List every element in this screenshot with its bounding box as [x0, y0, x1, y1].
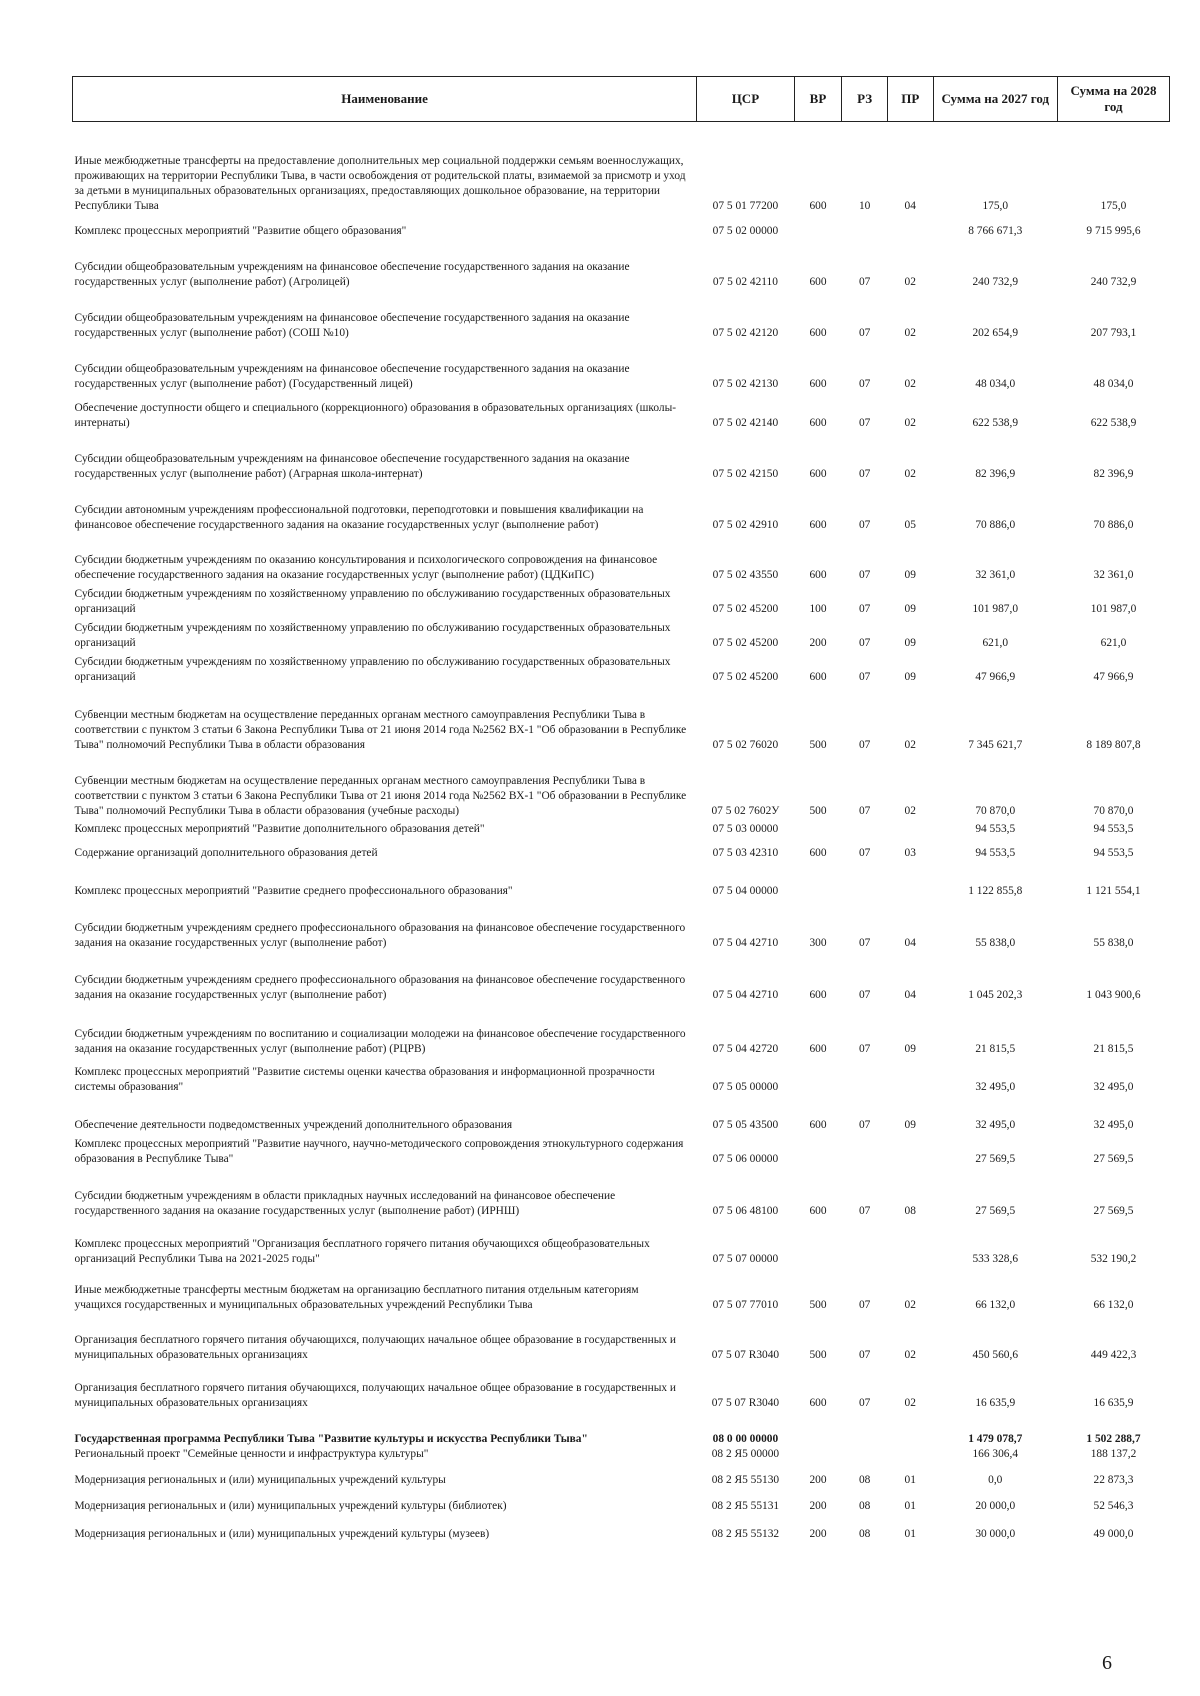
cell-name: Организация бесплатного горячего питания обучающихся, получающих начальное общее образование в государственных и муниципальных образовательных организациях — [74, 1333, 676, 1361]
cell-name: Содержание организаций дополнительного образования детей — [74, 846, 378, 859]
cell-csr: 07 5 04 42710 — [712, 988, 779, 1001]
cell-sum-2027: 32 495,0 — [975, 1118, 1016, 1131]
cell-csr: 07 5 02 76020 — [712, 738, 779, 751]
cell-csr: 08 2 Я5 55131 — [711, 1499, 780, 1512]
cell-sum-2027: 101 987,0 — [972, 602, 1019, 615]
cell-name: Государственная программа Республики Тыва "Развитие культуры и искусства Республики Тыва" — [74, 1432, 588, 1445]
table-row — [73, 1447, 1170, 1462]
cell-vr: 600 — [809, 416, 827, 429]
cell-pr — [887, 861, 933, 899]
cell-name: Субсидии бюджетным учреждениям по хозяйственному управлению по обслуживанию государственных образовательных организаций — [74, 587, 671, 615]
cell-rz: 07 — [858, 636, 871, 649]
cell-pr: 04 — [904, 988, 916, 1001]
cell-pr: 04 — [904, 936, 916, 949]
table-row — [73, 1313, 1170, 1363]
header-pr: ПР — [887, 77, 933, 122]
cell-sum-2027: 27 569,5 — [975, 1152, 1016, 1165]
cell-rz — [842, 819, 888, 837]
cell-pr: 02 — [904, 1348, 916, 1361]
cell-sum-2028: 532 190,2 — [1090, 1252, 1137, 1265]
cell-name: Субсидии бюджетным учреждениям в области прикладных научных исследований на финансовое обеспечение государственного задания на оказание государственных услуг (выполнение работ) (ИРНШ) — [74, 1189, 616, 1217]
cell-rz — [842, 1219, 888, 1267]
cell-vr: 200 — [809, 1527, 827, 1540]
cell-csr: 07 5 07 77010 — [712, 1298, 779, 1311]
table-row — [73, 341, 1170, 392]
table-row — [73, 431, 1170, 482]
cell-sum-2027: 70 886,0 — [975, 518, 1016, 531]
cell-rz: 07 — [858, 326, 871, 339]
cell-vr: 600 — [809, 199, 827, 212]
cell-pr — [887, 1219, 933, 1267]
cell-vr: 500 — [809, 738, 827, 751]
cell-sum-2028: 21 815,5 — [1093, 1042, 1134, 1055]
cell-csr: 07 5 03 42310 — [712, 846, 779, 859]
cell-name: Иные межбюджетные трансферты местным бюджетам на организацию бесплатного питания отдельным категориям учащихся государственных и муниципальных образовательных учреждений Республики Тыва — [74, 1283, 639, 1311]
cell-sum-2027: 55 838,0 — [975, 936, 1016, 949]
cell-sum-2027: 622 538,9 — [972, 416, 1019, 429]
cell-sum-2027: 16 635,9 — [975, 1396, 1016, 1409]
cell-sum-2027: 175,0 — [982, 199, 1009, 212]
cell-vr: 600 — [809, 326, 827, 339]
cell-sum-2027: 166 306,4 — [972, 1447, 1019, 1460]
cell-vr: 600 — [809, 988, 827, 1001]
cell-sum-2027: 450 560,6 — [972, 1348, 1019, 1361]
cell-vr: 600 — [809, 275, 827, 288]
cell-csr: 07 5 01 77200 — [712, 199, 779, 212]
cell-sum-2027: 94 553,5 — [975, 846, 1016, 859]
cell-pr: 09 — [904, 670, 916, 683]
cell-csr: 07 5 02 45200 — [712, 636, 779, 649]
cell-pr: 09 — [904, 636, 916, 649]
cell-rz: 07 — [858, 416, 871, 429]
cell-rz — [842, 214, 888, 239]
table-row — [73, 1219, 1170, 1267]
cell-rz: 10 — [858, 199, 871, 212]
cell-csr: 07 5 07 00000 — [712, 1252, 779, 1265]
cell-pr: 02 — [904, 738, 916, 751]
cell-sum-2028: 32 361,0 — [1093, 568, 1134, 581]
cell-vr: 600 — [809, 1118, 827, 1131]
cell-rz: 07 — [858, 1348, 871, 1361]
cell-pr: 02 — [904, 275, 916, 288]
table-row — [73, 1057, 1170, 1095]
table-row — [73, 753, 1170, 819]
cell-vr: 200 — [809, 1473, 827, 1486]
cell-sum-2027: 66 132,0 — [975, 1298, 1016, 1311]
header-sum-2028: Сумма на 2028 год — [1057, 77, 1169, 122]
cell-name: Субсидии бюджетным учреждениям среднего профессионального образования на финансовое обеспечение государственного задания на оказание государственных услуг (выполнение работ) — [74, 973, 686, 1001]
cell-pr: 08 — [904, 1204, 916, 1217]
table-row — [73, 214, 1170, 239]
cell-rz: 07 — [858, 936, 871, 949]
cell-vr — [794, 1447, 842, 1462]
cell-sum-2028: 48 034,0 — [1093, 377, 1134, 390]
table-row — [73, 899, 1170, 951]
cell-pr: 02 — [904, 1396, 916, 1409]
cell-rz: 07 — [858, 377, 871, 390]
cell-name: Региональный проект "Семейные ценности и инфраструктура культуры" — [74, 1447, 429, 1460]
table-row — [73, 1133, 1170, 1167]
table-row — [73, 290, 1170, 341]
cell-pr: 02 — [904, 416, 916, 429]
cell-name: Субсидии автономным учреждениям профессиональной подготовки, переподготовки и повышения квалификации на финансовое обеспечение государственного задания на оказание государственных услуг (выполнение работ) — [74, 503, 644, 531]
page-number: 6 — [1102, 1652, 1112, 1674]
cell-sum-2028: 240 732,9 — [1090, 275, 1137, 288]
cell-rz: 07 — [858, 602, 871, 615]
cell-pr: 02 — [904, 377, 916, 390]
cell-sum-2028: 1 043 900,6 — [1086, 988, 1141, 1001]
cell-csr: 07 5 06 48100 — [712, 1204, 779, 1217]
cell-name: Обеспечение доступности общего и специального (коррекционного) образования в образовательных организациях (школы-интернаты) — [74, 401, 677, 429]
cell-pr — [887, 1447, 933, 1462]
cell-csr: 07 5 02 42910 — [712, 518, 779, 531]
cell-pr: 02 — [904, 1298, 916, 1311]
header-sum-2027: Сумма на 2027 год — [933, 77, 1057, 122]
cell-vr: 600 — [809, 1204, 827, 1217]
table-row — [73, 951, 1170, 1003]
cell-vr: 600 — [809, 518, 827, 531]
cell-sum-2027: 32 495,0 — [975, 1080, 1016, 1093]
cell-rz: 07 — [858, 467, 871, 480]
cell-name: Субсидии бюджетным учреждениям по воспитанию и социализации молодежи на финансовое обеспечение государственного задания на оказание государственных услуг (выполнение работ) (РЦРВ) — [74, 1027, 686, 1055]
budget-table — [72, 76, 1170, 1542]
cell-sum-2028: 188 137,2 — [1090, 1447, 1137, 1460]
table-row — [73, 1514, 1170, 1542]
cell-csr: 07 5 04 00000 — [712, 884, 779, 897]
cell-rz: 07 — [858, 1042, 871, 1055]
cell-pr: 09 — [904, 1118, 916, 1131]
cell-sum-2027: 70 870,0 — [975, 804, 1016, 817]
cell-name: Иные межбюджетные трансферты на предоставление дополнительных мер социальной поддержки семьям военнослужащих, проживающих на территории Республики Тыва, в части освобождения от родительской платы, взимаемой за присмотр и уход за детьми в муниципальных образовательных организациях, предоставляющих дошкольное образование, на территории Республики Тыва — [74, 154, 686, 212]
cell-csr: 07 5 02 42110 — [712, 275, 778, 288]
cell-rz: 07 — [858, 518, 871, 531]
cell-pr: 09 — [904, 602, 916, 615]
cell-pr — [887, 1133, 933, 1167]
header-csr: ЦСР — [697, 77, 794, 122]
cell-vr: 500 — [809, 1348, 827, 1361]
cell-name: Субсидии бюджетным учреждениям по хозяйственному управлению по обслуживанию государственных образовательных организаций — [74, 621, 671, 649]
cell-sum-2027: 202 654,9 — [972, 326, 1019, 339]
cell-rz — [842, 1133, 888, 1167]
cell-vr: 300 — [809, 936, 827, 949]
cell-sum-2028: 621,0 — [1100, 636, 1127, 649]
cell-vr — [794, 1133, 842, 1167]
cell-csr: 08 2 Я5 00000 — [711, 1447, 780, 1460]
cell-sum-2027: 7 345 621,7 — [968, 738, 1023, 751]
cell-sum-2027: 21 815,5 — [975, 1042, 1016, 1055]
cell-name: Комплекс процессных мероприятий "Развитие научного, научно-методического сопровождения этнокультурного содержания образования в Республике Тыва" — [74, 1137, 684, 1165]
cell-rz: 08 — [858, 1499, 871, 1512]
cell-name: Модернизация региональных и (или) муниципальных учреждений культуры — [74, 1473, 446, 1486]
cell-rz: 07 — [858, 1118, 871, 1131]
cell-sum-2028: 9 715 995,6 — [1086, 224, 1141, 237]
cell-sum-2028: 622 538,9 — [1090, 416, 1137, 429]
cell-vr: 500 — [809, 804, 827, 817]
cell-sum-2028: 175,0 — [1100, 199, 1127, 212]
cell-pr: 09 — [904, 1042, 916, 1055]
cell-sum-2027: 533 328,6 — [972, 1252, 1019, 1265]
table-row — [73, 617, 1170, 651]
cell-name: Модернизация региональных и (или) муниципальных учреждений культуры (музеев) — [74, 1527, 490, 1540]
cell-rz: 07 — [858, 670, 871, 683]
cell-sum-2028: 27 569,5 — [1093, 1204, 1134, 1217]
cell-sum-2028: 1 502 288,7 — [1086, 1432, 1141, 1445]
cell-pr — [887, 1411, 933, 1447]
cell-vr: 600 — [809, 377, 827, 390]
cell-name: Комплекс процессных мероприятий "Развитие системы оценки качества образования и информационной прозрачности системы образования" — [74, 1065, 655, 1093]
cell-csr: 07 5 05 43500 — [712, 1118, 779, 1131]
cell-pr: 02 — [904, 326, 916, 339]
table-row — [73, 1363, 1170, 1411]
cell-pr: 05 — [904, 518, 916, 531]
cell-csr: 08 2 Я5 55130 — [711, 1473, 780, 1486]
cell-pr: 01 — [904, 1527, 916, 1540]
cell-sum-2028: 94 553,5 — [1093, 822, 1134, 835]
cell-csr: 07 5 02 42140 — [712, 416, 779, 429]
cell-name: Субвенции местным бюджетам на осуществление переданных органам местного самоуправления Республики Тыва в соответствии с пунктом 3 статьи 6 Закона Республики Тыва от 21 июня 2014 года №2562 ВХ-1 "Об образовании в Республике Тыва" полномочий Республики Тыва в области образования (учебные расходы) — [74, 774, 687, 817]
cell-sum-2027: 621,0 — [982, 636, 1009, 649]
cell-rz: 07 — [858, 738, 871, 751]
cell-rz: 07 — [858, 804, 871, 817]
cell-csr: 07 5 07 R3040 — [711, 1348, 780, 1361]
cell-rz: 08 — [858, 1527, 871, 1540]
cell-vr: 200 — [809, 636, 827, 649]
cell-pr: 01 — [904, 1499, 916, 1512]
table-row — [73, 1462, 1170, 1488]
cell-sum-2028: 207 793,1 — [1090, 326, 1137, 339]
table-row — [73, 1488, 1170, 1514]
cell-sum-2027: 32 361,0 — [975, 568, 1016, 581]
header-row — [73, 77, 1170, 122]
cell-sum-2027: 20 000,0 — [975, 1499, 1016, 1512]
cell-vr: 200 — [809, 1499, 827, 1512]
cell-rz: 07 — [858, 275, 871, 288]
cell-name: Субсидии бюджетным учреждениям по хозяйственному управлению по обслуживанию государственных образовательных организаций — [74, 655, 671, 683]
cell-sum-2028: 27 569,5 — [1093, 1152, 1134, 1165]
cell-sum-2027: 27 569,5 — [975, 1204, 1016, 1217]
cell-vr — [794, 861, 842, 899]
cell-pr: 02 — [904, 467, 916, 480]
cell-sum-2028: 82 396,9 — [1093, 467, 1134, 480]
cell-vr: 600 — [809, 1042, 827, 1055]
cell-rz: 07 — [858, 988, 871, 1001]
header-name: Наименование — [73, 77, 697, 122]
table-row — [73, 1003, 1170, 1057]
table-row — [73, 685, 1170, 753]
cell-csr: 07 5 04 42710 — [712, 936, 779, 949]
cell-csr: 07 5 03 00000 — [712, 822, 779, 835]
cell-sum-2028: 449 422,3 — [1090, 1348, 1137, 1361]
cell-csr: 07 5 02 42120 — [712, 326, 779, 339]
cell-vr: 600 — [809, 467, 827, 480]
cell-name: Комплекс процессных мероприятий "Развитие общего образования" — [74, 224, 407, 237]
table-body — [73, 122, 1170, 1542]
header-rz: РЗ — [842, 77, 888, 122]
cell-csr: 07 5 07 R3040 — [711, 1396, 780, 1409]
cell-sum-2028: 55 838,0 — [1093, 936, 1134, 949]
cell-csr: 08 2 Я5 55132 — [711, 1527, 780, 1540]
cell-vr — [794, 1057, 842, 1095]
cell-pr — [887, 214, 933, 239]
cell-pr: 02 — [904, 804, 916, 817]
cell-sum-2027: 1 045 202,3 — [968, 988, 1023, 1001]
cell-vr — [794, 819, 842, 837]
cell-vr — [794, 1219, 842, 1267]
cell-rz: 08 — [858, 1473, 871, 1486]
cell-name: Субсидии общеобразовательным учреждениям на финансовое обеспечение государственного задания на оказание государственных услуг (выполнение работ) (Агролицей) — [74, 260, 630, 288]
cell-vr: 100 — [809, 602, 827, 615]
table-row — [73, 1095, 1170, 1133]
cell-sum-2027: 8 766 671,3 — [968, 224, 1023, 237]
table-row — [73, 533, 1170, 583]
cell-vr — [794, 214, 842, 239]
cell-pr: 09 — [904, 568, 916, 581]
table-row — [73, 239, 1170, 290]
table-row — [73, 392, 1170, 431]
cell-sum-2028: 52 546,3 — [1093, 1499, 1134, 1512]
cell-csr: 07 5 02 7602У — [711, 804, 780, 817]
cell-vr: 600 — [809, 846, 827, 859]
table-row — [73, 861, 1170, 899]
cell-name: Субвенции местным бюджетам на осуществление переданных органам местного самоуправления Республики Тыва в соответствии с пунктом 3 статьи 6 Закона Республики Тыва от 21 июня 2014 года №2562 ВХ-1 "Об образовании в Республике Тыва" полномочий Республики Тыва в области образования — [74, 708, 687, 751]
cell-vr: 600 — [809, 1396, 827, 1409]
cell-rz — [842, 861, 888, 899]
cell-rz — [842, 1411, 888, 1447]
cell-sum-2028: 32 495,0 — [1093, 1118, 1134, 1131]
cell-sum-2028: 32 495,0 — [1093, 1080, 1134, 1093]
cell-csr: 07 5 04 42720 — [712, 1042, 779, 1055]
cell-rz: 07 — [858, 1204, 871, 1217]
cell-sum-2028: 8 189 807,8 — [1086, 738, 1141, 751]
cell-vr: 600 — [809, 670, 827, 683]
cell-rz: 07 — [858, 1396, 871, 1409]
cell-csr: 07 5 05 00000 — [712, 1080, 779, 1093]
cell-sum-2027: 0,0 — [988, 1473, 1003, 1486]
cell-csr: 07 5 02 42130 — [712, 377, 779, 390]
cell-name: Субсидии общеобразовательным учреждениям на финансовое обеспечение государственного задания на оказание государственных услуг (выполнение работ) (Государственный лицей) — [74, 362, 630, 390]
table-row — [73, 837, 1170, 861]
cell-name: Субсидии общеобразовательным учреждениям на финансовое обеспечение государственного задания на оказание государственных услуг (выполнение работ) (СОШ №10) — [74, 311, 630, 339]
cell-vr — [794, 1411, 842, 1447]
cell-sum-2028: 16 635,9 — [1093, 1396, 1134, 1409]
cell-sum-2027: 30 000,0 — [975, 1527, 1016, 1540]
cell-sum-2027: 1 122 855,8 — [968, 884, 1023, 897]
cell-sum-2027: 82 396,9 — [975, 467, 1016, 480]
cell-sum-2028: 47 966,9 — [1093, 670, 1134, 683]
table-row — [73, 1167, 1170, 1219]
cell-pr: 04 — [904, 199, 916, 212]
cell-name: Комплекс процессных мероприятий "Развитие среднего профессионального образования" — [74, 884, 513, 897]
table-row — [73, 122, 1170, 214]
cell-sum-2027: 94 553,5 — [975, 822, 1016, 835]
cell-pr — [887, 819, 933, 837]
cell-sum-2028: 22 873,3 — [1093, 1473, 1134, 1486]
cell-name: Модернизация региональных и (или) муниципальных учреждений культуры (библиотек) — [74, 1499, 507, 1512]
cell-name: Организация бесплатного горячего питания обучающихся, получающих начальное общее образование в государственных и муниципальных образовательных организациях — [74, 1381, 676, 1409]
cell-sum-2028: 101 987,0 — [1090, 602, 1137, 615]
cell-rz — [842, 1057, 888, 1095]
cell-csr: 07 5 02 43550 — [712, 568, 779, 581]
table-row — [73, 651, 1170, 685]
cell-pr: 01 — [904, 1473, 916, 1486]
cell-sum-2027: 240 732,9 — [972, 275, 1019, 288]
cell-name: Обеспечение деятельности подведомственных учреждений дополнительного образования — [74, 1118, 513, 1131]
cell-vr: 600 — [809, 568, 827, 581]
table-header — [73, 77, 1170, 122]
cell-pr: 03 — [904, 846, 916, 859]
cell-csr: 07 5 02 42150 — [712, 467, 779, 480]
cell-sum-2028: 1 121 554,1 — [1086, 884, 1141, 897]
cell-sum-2028: 70 886,0 — [1093, 518, 1134, 531]
table-row — [73, 482, 1170, 533]
cell-rz — [842, 1447, 888, 1462]
cell-name: Субсидии общеобразовательным учреждениям на финансовое обеспечение государственного задания на оказание государственных услуг (выполнение работ) (Аграрная школа-интернат) — [74, 452, 630, 480]
cell-rz: 07 — [858, 846, 871, 859]
cell-rz: 07 — [858, 568, 871, 581]
cell-name: Комплекс процессных мероприятий "Развитие дополнительного образования детей" — [74, 822, 485, 835]
cell-sum-2028: 66 132,0 — [1093, 1298, 1134, 1311]
cell-pr — [887, 1057, 933, 1095]
cell-csr: 07 5 02 45200 — [712, 670, 779, 683]
cell-csr: 07 5 06 00000 — [712, 1152, 779, 1165]
cell-sum-2027: 1 479 078,7 — [968, 1432, 1023, 1445]
table-row — [73, 583, 1170, 617]
table-row — [73, 1411, 1170, 1447]
cell-rz: 07 — [858, 1298, 871, 1311]
cell-sum-2027: 47 966,9 — [975, 670, 1016, 683]
cell-name: Комплекс процессных мероприятий "Организация бесплатного горячего питания обучающихся общеобразовательных организаций Республики Тыва на 2021-2025 годы" — [74, 1237, 650, 1265]
cell-sum-2028: 70 870,0 — [1093, 804, 1134, 817]
cell-name: Субсидии бюджетным учреждениям по оказанию консультирования и психологического сопровождения на финансовое обеспечение государственного задания на оказание государственных услуг (выполнение работ) (ЦДКиПС) — [74, 553, 658, 581]
cell-csr: 07 5 02 45200 — [712, 602, 779, 615]
table-row — [73, 1267, 1170, 1313]
cell-sum-2027: 48 034,0 — [975, 377, 1016, 390]
table-row — [73, 819, 1170, 837]
cell-sum-2028: 49 000,0 — [1093, 1527, 1134, 1540]
cell-csr: 08 0 00 00000 — [712, 1432, 779, 1445]
cell-name: Субсидии бюджетным учреждениям среднего профессионального образования на финансовое обеспечение государственного задания на оказание государственных услуг (выполнение работ) — [74, 921, 686, 949]
cell-vr: 500 — [809, 1298, 827, 1311]
cell-csr: 07 5 02 00000 — [712, 224, 779, 237]
header-vr: ВР — [794, 77, 842, 122]
cell-sum-2028: 94 553,5 — [1093, 846, 1134, 859]
